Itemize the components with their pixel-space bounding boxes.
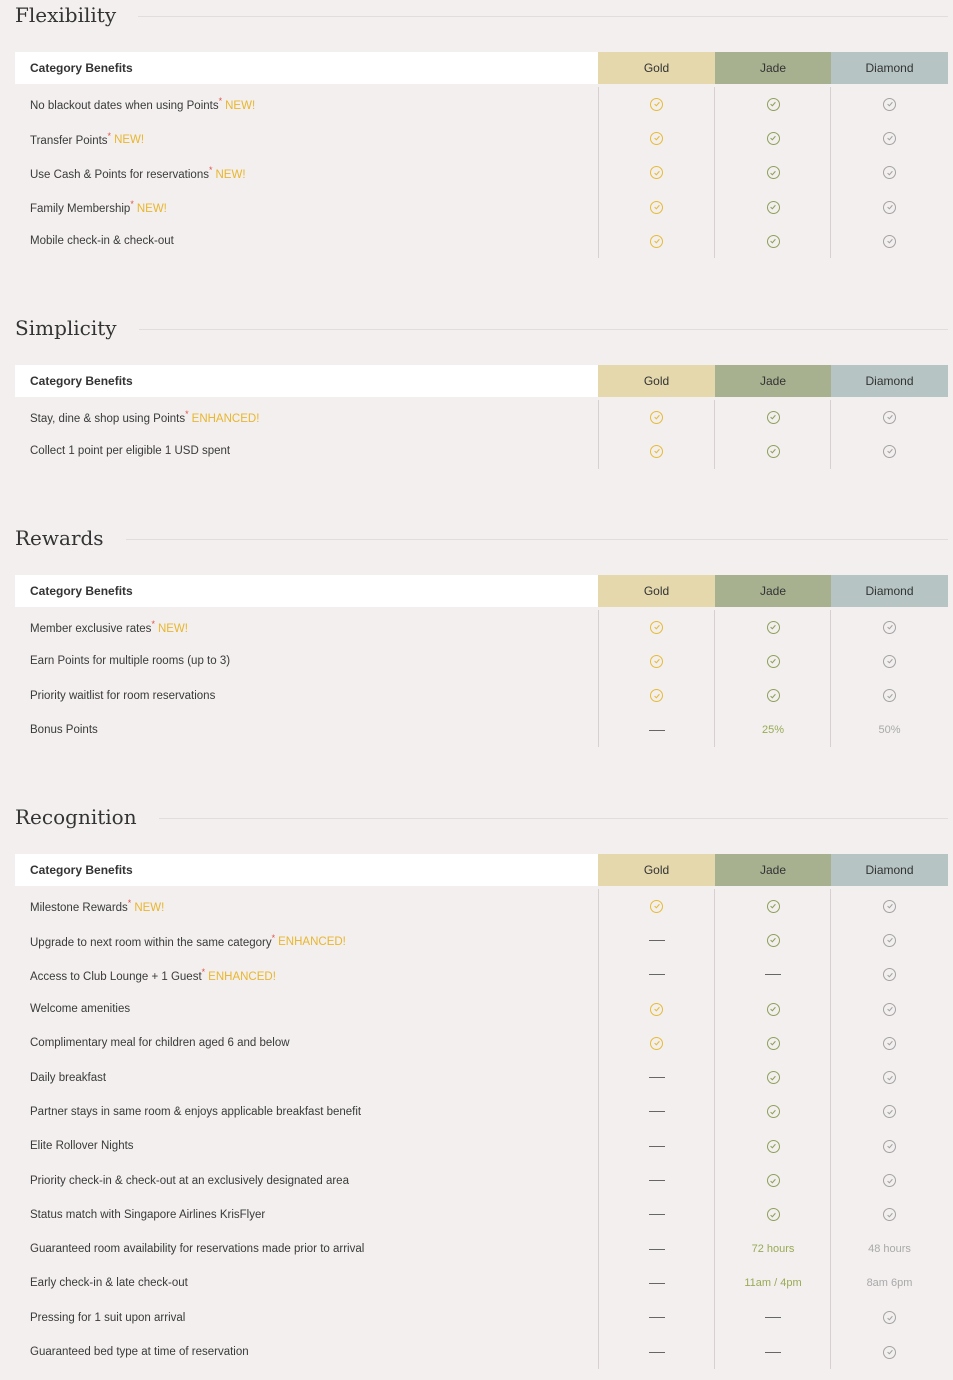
gold-cell: [598, 621, 715, 634]
benefit-label: [15, 1243, 598, 1255]
dash-icon: [649, 1317, 665, 1318]
dash-icon: [649, 1249, 665, 1250]
benefit-tag: ENHANCED!: [278, 936, 346, 949]
jade-cell: [715, 1174, 831, 1187]
check-circle-icon: [767, 132, 780, 145]
check-circle-icon: [883, 1003, 896, 1016]
check-circle-icon: [883, 689, 896, 702]
benefit-text: Member exclusive rates: [30, 623, 152, 636]
section-title: Recognition: [15, 802, 159, 832]
header-category-benefits: Category Benefits: [15, 52, 598, 84]
header-category-benefits: Category Benefits: [15, 854, 598, 886]
diamond-value: 50%: [878, 724, 901, 737]
diamond-cell: [831, 132, 948, 145]
table-header: [15, 52, 948, 84]
section-header: [0, 802, 953, 836]
benefit-tag: NEW!: [114, 134, 145, 147]
check-circle-icon: [767, 411, 780, 424]
check-circle-icon: [883, 1174, 896, 1187]
table-row: [15, 713, 948, 747]
benefit-label: [15, 1312, 598, 1324]
check-circle-icon: [883, 655, 896, 668]
header-category-benefits: Category Benefits: [15, 365, 598, 397]
check-circle-icon: [767, 1174, 780, 1187]
jade-cell: [715, 1208, 831, 1221]
jade-cell: [715, 201, 831, 214]
table-row: [15, 1301, 948, 1335]
check-circle-icon: [883, 1105, 896, 1118]
diamond-cell: [831, 1208, 948, 1221]
table-row: [15, 644, 948, 678]
benefit-label: [15, 1346, 598, 1358]
header-gold: Gold: [598, 575, 715, 607]
table-header: [15, 365, 948, 397]
benefit-label: [15, 655, 598, 667]
check-circle-icon: [883, 900, 896, 913]
check-circle-icon: [883, 1140, 896, 1153]
diamond-cell: [831, 1140, 948, 1153]
asterisk: *: [201, 966, 206, 977]
table-row: [15, 156, 948, 190]
table-row: [15, 958, 948, 992]
check-circle-icon: [650, 411, 663, 424]
header-diamond: Diamond: [831, 52, 948, 84]
table-body: [15, 610, 948, 747]
jade-cell: [715, 1071, 831, 1084]
diamond-cell: [831, 166, 948, 179]
check-circle-icon: [650, 689, 663, 702]
benefit-text: Access to Club Lounge + 1 Guest: [30, 970, 202, 983]
benefit-label: [15, 445, 598, 457]
gold-cell: [598, 445, 715, 458]
benefit-label: [15, 1106, 598, 1118]
diamond-cell: [831, 900, 948, 913]
table-row: [15, 1232, 948, 1266]
benefit-label: [15, 1003, 598, 1015]
header-diamond: Diamond: [831, 575, 948, 607]
check-circle-icon: [767, 934, 780, 947]
check-circle-icon: [883, 1208, 896, 1221]
benefit-text: Partner stays in same room & enjoys applicable breakfast benefit: [30, 1105, 362, 1118]
benefit-text: Stay, dine & shop using Points: [30, 413, 186, 426]
benefit-tag: NEW!: [225, 100, 256, 113]
check-circle-icon: [883, 1346, 896, 1359]
benefit-text: Mobile check-in & check-out: [30, 235, 174, 248]
diamond-cell: [831, 411, 948, 424]
benefit-text: Guaranteed bed type at time of reservation: [30, 1346, 249, 1358]
check-circle-icon: [650, 900, 663, 913]
benefit-text: Use Cash & Points for reservations: [30, 168, 209, 181]
jade-cell: [715, 98, 831, 111]
jade-cell: [715, 411, 831, 424]
gold-cell: [598, 201, 715, 214]
gold-cell: [598, 940, 715, 941]
header-jade: Jade: [715, 575, 831, 607]
check-circle-icon: [650, 98, 663, 111]
header-gold: Gold: [598, 365, 715, 397]
diamond-cell: [831, 968, 948, 981]
divider: [15, 539, 948, 540]
benefit-label: [15, 235, 598, 247]
benefit-tag: ENHANCED!: [191, 413, 260, 426]
benefit-text: Upgrade to next room within the same category: [30, 936, 272, 949]
benefit-label: [15, 619, 598, 635]
benefit-label: [15, 967, 598, 983]
table-row: [15, 1266, 948, 1300]
check-circle-icon: [650, 132, 663, 145]
check-circle-icon: [883, 132, 896, 145]
dash-icon: [765, 974, 781, 975]
header-jade: Jade: [715, 365, 831, 397]
check-circle-icon: [767, 1037, 780, 1050]
table-row: [15, 121, 948, 155]
check-circle-icon: [767, 655, 780, 668]
table-row: [15, 610, 948, 644]
dash-icon: [649, 730, 665, 731]
check-circle-icon: [767, 1071, 780, 1084]
check-circle-icon: [767, 98, 780, 111]
table-row: [15, 679, 948, 713]
benefit-text: Early check-in & late check-out: [30, 1277, 188, 1290]
benefit-label: [15, 898, 598, 914]
check-circle-icon: [883, 98, 896, 111]
jade-value: 25%: [761, 724, 785, 737]
benefit-text: Pressing for 1 suit upon arrival: [30, 1311, 186, 1324]
benefit-label: [15, 724, 598, 736]
gold-cell: [598, 1352, 715, 1353]
check-circle-icon: [650, 1003, 663, 1016]
check-circle-icon: [767, 445, 780, 458]
benefit-text: Elite Rollover Nights: [30, 1140, 134, 1153]
diamond-cell: [831, 1243, 948, 1255]
benefit-tag: NEW!: [157, 623, 188, 636]
header-category-benefits: Category Benefits: [15, 575, 598, 607]
jade-cell: [715, 132, 831, 145]
asterisk: *: [127, 898, 132, 909]
asterisk: *: [218, 96, 223, 107]
benefit-text: Priority waitlist for room reservations: [30, 689, 216, 702]
dash-icon: [765, 1317, 781, 1318]
benefit-text: No blackout dates when using Points: [30, 100, 219, 113]
gold-cell: [598, 132, 715, 145]
diamond-cell: [831, 1105, 948, 1118]
benefit-text: Status match with Singapore Airlines KrisFlyer: [30, 1208, 266, 1221]
benefit-label: [15, 1037, 598, 1049]
gold-cell: [598, 1146, 715, 1147]
gold-cell: [598, 1003, 715, 1016]
benefit-text: Bonus Points: [30, 724, 98, 737]
dash-icon: [649, 1352, 665, 1353]
check-circle-icon: [883, 166, 896, 179]
diamond-value: 48 hours: [868, 1243, 911, 1256]
gold-cell: [598, 235, 715, 248]
jade-cell: [715, 655, 831, 668]
diamond-cell: [831, 201, 948, 214]
check-circle-icon: [650, 1037, 663, 1050]
diamond-cell: [831, 98, 948, 111]
jade-cell: [715, 1037, 831, 1050]
diamond-cell: [831, 1311, 948, 1324]
gold-cell: [598, 900, 715, 913]
dash-icon: [649, 1077, 665, 1078]
table-row: [15, 1095, 948, 1129]
check-circle-icon: [883, 621, 896, 634]
table-header: [15, 575, 948, 607]
header-jade: Jade: [715, 854, 831, 886]
gold-cell: [598, 411, 715, 424]
jade-cell: [715, 1317, 831, 1318]
table-row: [15, 190, 948, 224]
check-circle-icon: [767, 689, 780, 702]
benefit-text: Collect 1 point per eligible 1 USD spent: [30, 445, 231, 458]
dash-icon: [649, 1146, 665, 1147]
diamond-cell: [831, 1071, 948, 1084]
section-title: Rewards: [15, 523, 126, 553]
jade-cell: [715, 1105, 831, 1118]
table-row: [15, 224, 948, 258]
benefit-text: Priority check-in & check-out at an exclusively designated area: [30, 1174, 349, 1187]
benefit-text: Welcome amenities: [30, 1003, 131, 1016]
divider: [15, 329, 948, 330]
benefit-tag: NEW!: [215, 168, 246, 181]
header-diamond: Diamond: [831, 854, 948, 886]
section-header: [0, 0, 953, 34]
asterisk: *: [208, 164, 213, 175]
dash-icon: [649, 974, 665, 975]
check-circle-icon: [650, 621, 663, 634]
section-recognition: [0, 802, 953, 1358]
check-circle-icon: [767, 201, 780, 214]
benefit-text: Guaranteed room availability for reservations made prior to arrival: [30, 1243, 365, 1256]
gold-cell: [598, 98, 715, 111]
diamond-cell: [831, 655, 948, 668]
gold-cell: [598, 1111, 715, 1112]
diamond-cell: [831, 724, 948, 736]
jade-cell: [715, 235, 831, 248]
benefit-text: Earn Points for multiple rooms (up to 3): [30, 655, 231, 668]
diamond-cell: [831, 445, 948, 458]
table-row: [15, 434, 948, 468]
section-header: [0, 523, 953, 557]
diamond-cell: [831, 1346, 948, 1359]
benefit-label: [15, 96, 598, 112]
divider: [15, 16, 948, 17]
table-body: [15, 400, 948, 469]
dash-icon: [649, 1111, 665, 1112]
jade-cell: [715, 934, 831, 947]
jade-value: 11am / 4pm: [744, 1277, 802, 1290]
benefit-label: [15, 165, 598, 181]
diamond-cell: [831, 1277, 948, 1289]
check-circle-icon: [883, 1071, 896, 1084]
diamond-cell: [831, 235, 948, 248]
check-circle-icon: [650, 655, 663, 668]
asterisk: *: [271, 932, 276, 943]
asterisk: *: [107, 130, 112, 141]
gold-cell: [598, 1077, 715, 1078]
table-row: [15, 1163, 948, 1197]
check-circle-icon: [883, 1311, 896, 1324]
table-row: [15, 1060, 948, 1094]
gold-cell: [598, 730, 715, 731]
table-row: [15, 923, 948, 957]
diamond-cell: [831, 934, 948, 947]
gold-cell: [598, 974, 715, 975]
table-row: [15, 889, 948, 923]
asterisk: *: [185, 409, 189, 420]
jade-cell: [715, 1352, 831, 1353]
benefit-label: [15, 1175, 598, 1187]
check-circle-icon: [650, 201, 663, 214]
gold-cell: [598, 1249, 715, 1250]
diamond-cell: [831, 1174, 948, 1187]
table-body: [15, 87, 948, 258]
benefit-text: Family Membership: [30, 202, 131, 215]
benefit-label: [15, 409, 598, 425]
diamond-cell: [831, 621, 948, 634]
header-gold: Gold: [598, 854, 715, 886]
gold-cell: [598, 1317, 715, 1318]
section-rewards: [0, 523, 953, 737]
table-row: [15, 87, 948, 121]
check-circle-icon: [767, 235, 780, 248]
jade-cell: [715, 689, 831, 702]
gold-cell: [598, 1037, 715, 1050]
section-flexibility: [0, 0, 953, 248]
header-diamond: Diamond: [831, 365, 948, 397]
table-row: [15, 992, 948, 1026]
check-circle-icon: [883, 235, 896, 248]
dash-icon: [649, 1180, 665, 1181]
dash-icon: [765, 1352, 781, 1353]
benefit-label: [15, 933, 598, 949]
gold-cell: [598, 1214, 715, 1215]
jade-cell: [715, 1003, 831, 1016]
table-row: [15, 1335, 948, 1369]
table-row: [15, 1129, 948, 1163]
benefit-label: [15, 1209, 598, 1221]
dash-icon: [649, 940, 665, 941]
jade-cell: [715, 974, 831, 975]
check-circle-icon: [767, 1140, 780, 1153]
jade-value: 72 hours: [751, 1243, 795, 1256]
table-row: [15, 400, 948, 434]
table-row: [15, 1026, 948, 1060]
header-gold: Gold: [598, 52, 715, 84]
check-circle-icon: [650, 235, 663, 248]
check-circle-icon: [883, 1037, 896, 1050]
diamond-value: 8am 6pm: [866, 1277, 913, 1290]
benefit-label: [15, 1140, 598, 1152]
section-header: [0, 313, 953, 347]
benefit-tag: ENHANCED!: [208, 970, 276, 983]
check-circle-icon: [767, 900, 780, 913]
benefit-label: [15, 1072, 598, 1084]
check-circle-icon: [883, 445, 896, 458]
gold-cell: [598, 1180, 715, 1181]
section-simplicity: [0, 313, 953, 458]
check-circle-icon: [767, 1105, 780, 1118]
jade-cell: [715, 621, 831, 634]
check-circle-icon: [767, 621, 780, 634]
benefit-text: Complimentary meal for children aged 6 and below: [30, 1037, 290, 1050]
gold-cell: [598, 1283, 715, 1284]
benefit-label: [15, 131, 598, 147]
jade-cell: [715, 166, 831, 179]
benefit-tag: NEW!: [134, 902, 165, 915]
table-row: [15, 1198, 948, 1232]
table-header: [15, 854, 948, 886]
benefit-label: [15, 199, 598, 215]
jade-cell: [715, 1140, 831, 1153]
jade-cell: [715, 1243, 831, 1255]
gold-cell: [598, 655, 715, 668]
dash-icon: [649, 1214, 665, 1215]
asterisk: *: [151, 619, 155, 630]
check-circle-icon: [767, 1208, 780, 1221]
benefit-tag: NEW!: [136, 202, 167, 215]
benefit-text: Daily breakfast: [30, 1071, 107, 1084]
check-circle-icon: [883, 968, 896, 981]
diamond-cell: [831, 1003, 948, 1016]
table-body: [15, 889, 948, 1369]
asterisk: *: [130, 199, 134, 210]
section-title: Simplicity: [15, 313, 139, 343]
jade-cell: [715, 445, 831, 458]
benefit-text: Milestone Rewards: [30, 902, 128, 915]
benefit-label: [15, 690, 598, 702]
check-circle-icon: [767, 1003, 780, 1016]
check-circle-icon: [883, 201, 896, 214]
jade-cell: [715, 1277, 831, 1289]
check-circle-icon: [767, 166, 780, 179]
check-circle-icon: [883, 934, 896, 947]
diamond-cell: [831, 1037, 948, 1050]
diamond-cell: [831, 689, 948, 702]
benefit-text: Transfer Points: [30, 134, 108, 147]
dash-icon: [649, 1283, 665, 1284]
jade-cell: [715, 900, 831, 913]
check-circle-icon: [883, 411, 896, 424]
gold-cell: [598, 689, 715, 702]
check-circle-icon: [650, 166, 663, 179]
section-title: Flexibility: [15, 0, 138, 30]
gold-cell: [598, 166, 715, 179]
check-circle-icon: [650, 445, 663, 458]
header-jade: Jade: [715, 52, 831, 84]
benefit-label: [15, 1277, 598, 1289]
jade-cell: [715, 724, 831, 736]
